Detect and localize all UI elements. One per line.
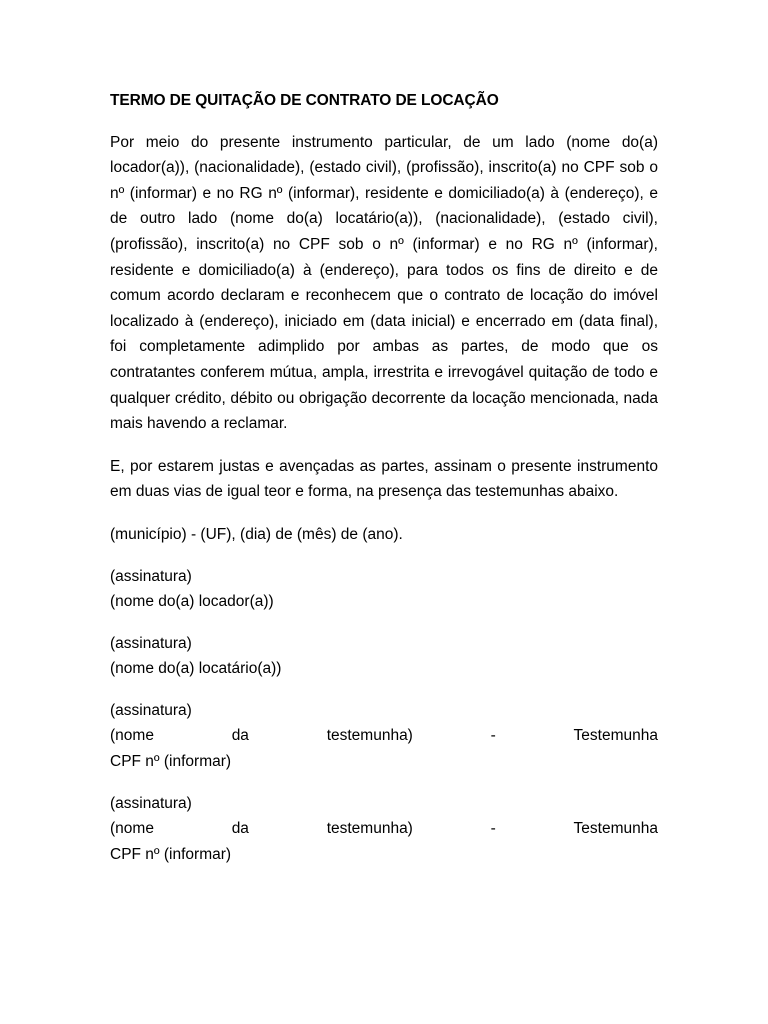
signature-placeholder: (assinatura): [110, 634, 192, 652]
witness-2-cpf: CPF nº (informar): [110, 845, 232, 863]
witness-name-word: -: [490, 727, 496, 745]
witness-name-word: da: [231, 820, 249, 838]
witness-2-signature-block: [110, 791, 658, 868]
witness-name-word: testemunha): [326, 820, 413, 838]
witness-name-word: Testemunha: [573, 727, 658, 745]
witness-1-signature-block: [110, 698, 658, 775]
witness-1-name-line: [110, 723, 658, 749]
witness-1-cpf: CPF nº (informar): [110, 753, 232, 771]
signature-placeholder: (assinatura): [110, 794, 192, 812]
locatario-signature-block: [110, 631, 658, 682]
witness-name-word: -: [490, 820, 496, 838]
witness-name-word: Testemunha: [573, 820, 658, 838]
locador-name: (nome do(a) locador(a)): [110, 593, 274, 611]
locatario-name: (nome do(a) locatário(a)): [110, 660, 282, 678]
signature-placeholder: (assinatura): [110, 701, 192, 719]
witness-name-word: (nome: [110, 727, 154, 745]
closing-paragraph: E, por estarem justas e avençadas as partes, assinam o presente instrumento em duas vias de igual teor e forma, na presença das testemunhas abaixo.: [110, 457, 658, 501]
witness-name-word: testemunha): [326, 727, 413, 745]
document-title: TERMO DE QUITAÇÃO DE CONTRATO DE LOCAÇÃO: [110, 92, 499, 109]
document-page: [110, 88, 658, 883]
place-date-line: (município) - (UF), (dia) de (mês) de (ano).: [110, 525, 403, 543]
main-paragraph: Por meio do presente instrumento particular, de um lado (nome do(a) locador(a)), (nacionalidade), (estado civil), (profissão), inscrito(a) no CPF sob o nº (informar) e no RG nº (informar), residente e domiciliado(a) à (endereço), e de outro lado (nome do(a) locatário(a)), (nacionalidade), (estado civil), (profissão), inscrito(a) no CPF sob o nº (informar) e no RG nº (informar), residente e domiciliado(a) à (endereço), para todos os fins de direito e de comum acordo declaram e reconhecem que o contrato de locação do imóvel localizado à (endereço), iniciado em (data inicial) e encerrado em (data final), foi completamente adimplido por ambas as partes, de modo que os contratantes conferem mútua, ampla, irrestrita e irrevogável quitação de todo e qualquer crédito, débito ou obrigação decorrente da locação mencionada, nada mais havendo a reclamar.: [110, 133, 658, 433]
signature-placeholder: (assinatura): [110, 567, 192, 585]
witness-2-name-line: [110, 816, 658, 842]
witness-name-word: (nome: [110, 820, 154, 838]
locador-signature-block: [110, 564, 658, 615]
witness-name-word: da: [231, 727, 249, 745]
